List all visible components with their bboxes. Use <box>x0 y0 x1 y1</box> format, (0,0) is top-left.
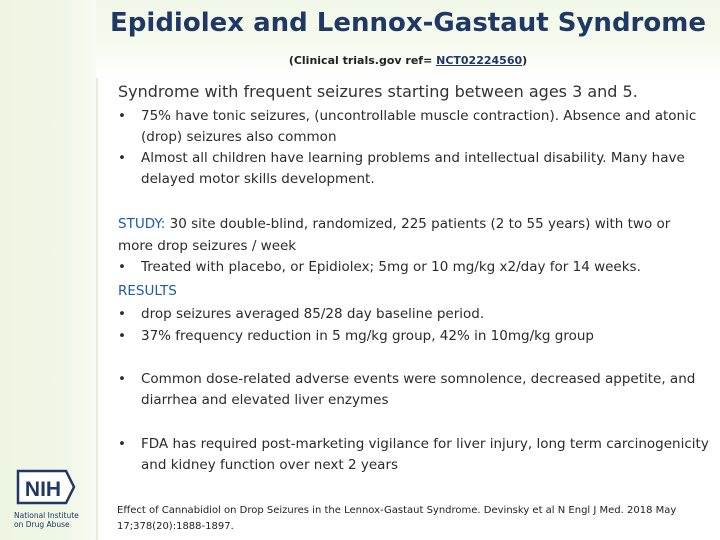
trial-ref-suffix: ) <box>522 54 528 67</box>
fda-bullet <box>118 434 720 476</box>
study-text: 30 site double-blind, randomized, 225 patients (2 to 55 years) with two or more drop seizures / week <box>118 216 671 254</box>
syndrome-lead: Syndrome with frequent seizures starting between ages 3 and 5. <box>118 82 638 101</box>
bullet-text: drop seizures averaged 85/28 day baseline period. <box>141 306 485 322</box>
bullet-marker: • <box>118 436 126 452</box>
bullet-text: Almost all children have learning problems and intellectual disability. Many have delayed motor skills development. <box>141 150 685 187</box>
sidebar-divider <box>96 0 98 540</box>
study-label: STUDY: <box>118 216 166 232</box>
adverse-events-bullet <box>118 369 720 411</box>
left-sidebar-band <box>0 0 96 540</box>
citation: Effect of Cannabidiol on Drop Seizures in the Lennox-Gastaut Syndrome. Devinsky et al N Engl J Med. 2018 May 17;378(20):1888-1897. <box>117 505 677 532</box>
syndrome-bullet <box>118 148 720 190</box>
trial-link[interactable]: NCT02224560 <box>436 54 523 67</box>
bullet-marker: • <box>118 328 126 344</box>
nih-label-line2: on Drug Abuse <box>14 520 70 529</box>
trial-reference <box>96 54 720 67</box>
results-bullet <box>118 326 720 347</box>
bullet-text: 37% frequency reduction in 5 mg/kg group, 42% in 10mg/kg group <box>141 328 595 344</box>
bullet-marker: • <box>118 150 126 166</box>
nih-label-line1: National Institute <box>14 511 79 520</box>
bullet-text: 75% have tonic seizures, (uncontrollable muscle contraction). Absence and atonic (drop) seizures also common <box>141 108 697 145</box>
trial-ref-prefix: (Clinical trials.gov ref= <box>288 54 437 67</box>
bullet-marker: • <box>118 306 126 322</box>
study-bullet <box>118 257 720 278</box>
bullet-marker: • <box>118 108 126 124</box>
bullet-marker: • <box>118 259 126 275</box>
nih-logo <box>16 467 76 507</box>
syndrome-bullet <box>118 106 720 148</box>
results-bullet <box>118 304 720 325</box>
nih-label <box>14 511 94 529</box>
slide-title: Epidiolex and Lennox-Gastaut Syndrome <box>110 8 706 38</box>
results-label: RESULTS <box>118 283 177 299</box>
bullet-text: Treated with placebo, or Epidiolex; 5mg or 10 mg/kg x2/day for 14 weeks. <box>141 259 641 275</box>
bullet-text: FDA has required post-marketing vigilance for liver injury, long term carcinogenicity and kidney function over next 2 years <box>141 436 709 473</box>
nih-logo-mark: NIH <box>24 478 62 501</box>
bullet-marker: • <box>118 371 126 387</box>
bullet-text: Common dose-related adverse events were somnolence, decreased appetite, and diarrhea and elevated liver enzymes <box>141 371 696 408</box>
study-paragraph <box>118 213 708 257</box>
